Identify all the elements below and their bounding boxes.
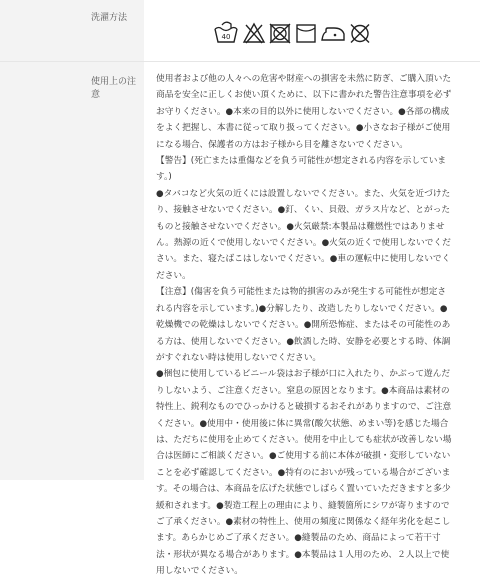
usage-notes-text <box>156 62 454 580</box>
no-bleach-icon <box>242 20 266 46</box>
notes-paragraph-intro: 使用者および他の人々への危害や財産への損害を未然に防ぎ、ご購入頂いた商品を安全に正しくお使い頂くために、以下に書かれた警告注意事項を必ずお守りください。●本来の目的以外に使用しないでください。●各部の構成をよく把握し、本書に従って取り扱ってください。●小さなお子様がご使用になる場合、保護者の方はお子様から目を離さないでください。 <box>156 74 452 150</box>
line-dry-icon <box>294 20 318 46</box>
washing-method-content <box>144 0 480 61</box>
iron-low-icon <box>320 20 346 46</box>
care-symbols <box>156 0 454 46</box>
usage-notes-content <box>144 62 480 577</box>
hand-wash-40-icon <box>212 20 240 46</box>
washing-method-row <box>0 0 480 62</box>
notes-paragraph-warning-heading: 【警告】(死亡または重傷などを負う可能性が想定される内容を示しています。) <box>156 156 447 183</box>
washing-method-label: 洗濯方法 <box>0 0 144 61</box>
no-dry-clean-icon <box>348 20 372 46</box>
notes-paragraph-warning-items: ●タバコなど火気の近くには設置しないでください。また、火気を近づけたり、接触させないでください。●釘、くい、貝殻、ガラス片など、とがったものと接触させないでください。●火気厳禁:本製品は難燃性ではありません。熱源の近くで使用しないでください。●火気の近くで使用しないでください。また、寝たばこはしないでください。●車の運転中に使用しないでください。 <box>156 188 451 281</box>
usage-notes-row <box>0 62 480 577</box>
no-tumble-dry-icon <box>268 20 292 46</box>
usage-notes-label: 使用上の注意 <box>0 62 144 480</box>
notes-paragraph-caution-heading: 【注意】(傷害を負う可能性または物的損害のみが発生する可能性が想定される内容を示しています。)●分解したり、改造したりしないでください。●乾燥機での乾燥はしないでください。●開所恐怖症、またはその可能性のある方は、使用しないでください。●飲酒した時、安静を必要とする時、体調がすぐれない時は使用しないでください。 <box>156 287 451 363</box>
notes-paragraph-caution-items: ●梱包に使用しているビニール袋はお子様が口に入れたり、かぶって遊んだりしないよう、ご注意ください。窒息の原因となります。●本商品は素材の特性上、鋭利なものでひっかけると破損するおそれがありますので、ご注意ください。●使用中・使用後に体に異常(酸欠状態、めまい等)を感じた場合は、ただちに使用を止めてください。使用を中止しても症状が改善しない場合は医師にご相談ください。●ご使用する前に本体が破損・変形していないことを必ず確認してください。●特有のにおいが残っている場合がございます。その場合は、本商品を広げた状態でしばらく置いていただきますと多少緩和されます。●製造工程上の理由により、縫製箇所にシワが寄りますのでご了承ください。●素材の特性上、使用の頻度に関係なく経年劣化を起こします。あらかじめご了承ください。●縫製品のため、商品によって若干寸法・形状が異なる場合があります。●本製品は１人用のため、２人以上で使用しないでください。 <box>156 369 452 577</box>
hand-wash-temp: 40 <box>221 33 231 41</box>
